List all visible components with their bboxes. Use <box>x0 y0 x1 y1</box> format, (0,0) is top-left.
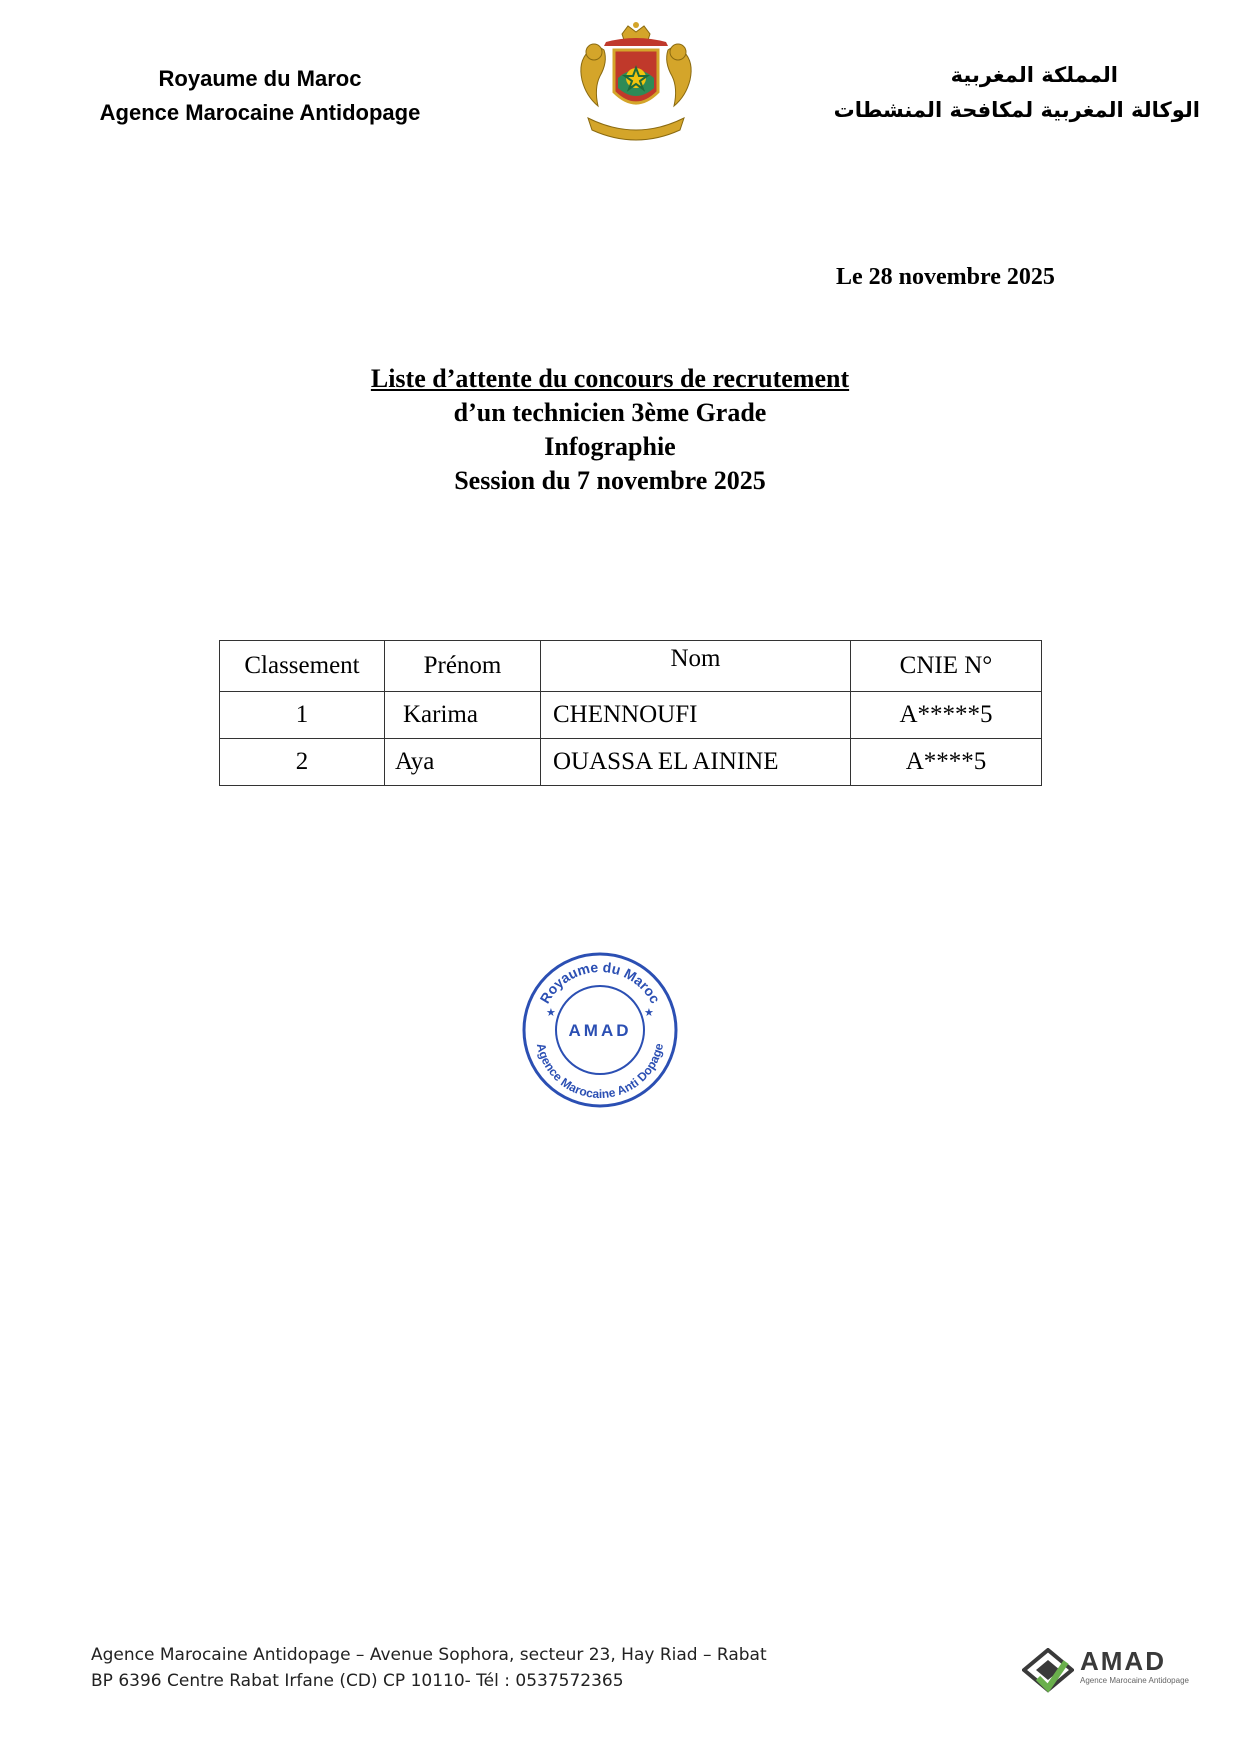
stamp-bottom-text: Agence Marocaine Anti Dopage <box>533 1041 667 1102</box>
document-title <box>230 362 990 498</box>
lastname-cell: CHENNOUFI <box>541 692 851 739</box>
firstname-cell: Aya <box>385 739 541 786</box>
column-header-cnie: CNIE N° <box>851 641 1042 692</box>
coat-of-arms-icon <box>568 22 704 146</box>
waiting-list-table <box>219 640 1042 786</box>
lastname-cell: OUASSA EL AININE <box>541 739 851 786</box>
official-stamp <box>520 950 680 1110</box>
table-header-row <box>220 641 1042 692</box>
cnie-cell: A*****5 <box>851 692 1042 739</box>
title-line-1: Liste d’attente du concours de recrutement <box>370 364 850 393</box>
address-line-1: Agence Marocaine Antidopage – Avenue Sophora, secteur 23, Hay Riad – Rabat <box>91 1645 767 1665</box>
column-header-lastname: Nom <box>541 641 851 692</box>
table-row <box>220 739 1042 786</box>
column-header-firstname: Prénom <box>385 641 541 692</box>
header-left <box>60 62 460 130</box>
kingdom-name-fr: Royaume du Maroc <box>158 66 362 91</box>
stamp-top-text: Royaume du Maroc <box>536 958 664 1006</box>
rank-cell: 1 <box>220 692 385 739</box>
table-row <box>220 692 1042 739</box>
stamp-star-right: ★ <box>644 1006 654 1019</box>
address-line-2: BP 6396 Centre Rabat Irfane (CD) CP 10110- Tél : 0537572365 <box>91 1671 624 1691</box>
stamp-center-text: AMAD <box>568 1021 632 1040</box>
amad-logo-text: AMAD <box>1080 1646 1166 1676</box>
column-header-rank: Classement <box>220 641 385 692</box>
agency-name-ar: الوكالة المغربية لمكافحة المنشطات <box>833 98 1200 122</box>
footer-address <box>91 1642 767 1694</box>
kingdom-name-ar: المملكة المغربية <box>950 63 1118 87</box>
document-date: Le 28 novembre 2025 <box>836 264 1055 290</box>
amad-logo-subtitle: Agence Marocaine Antidopage <box>1080 1676 1189 1685</box>
rank-cell: 2 <box>220 739 385 786</box>
amad-logo-icon <box>1022 1648 1074 1694</box>
agency-name-fr: Agence Marocaine Antidopage <box>99 100 421 125</box>
title-line-3: Infographie <box>544 432 676 461</box>
firstname-cell: Karima <box>385 692 541 739</box>
amad-logo <box>1022 1646 1192 1696</box>
header-right <box>740 58 1200 128</box>
title-line-2: d’un technicien 3ème Grade <box>453 398 767 427</box>
cnie-cell: A****5 <box>851 739 1042 786</box>
stamp-star-left: ★ <box>546 1006 556 1019</box>
title-line-4: Session du 7 novembre 2025 <box>454 466 766 495</box>
